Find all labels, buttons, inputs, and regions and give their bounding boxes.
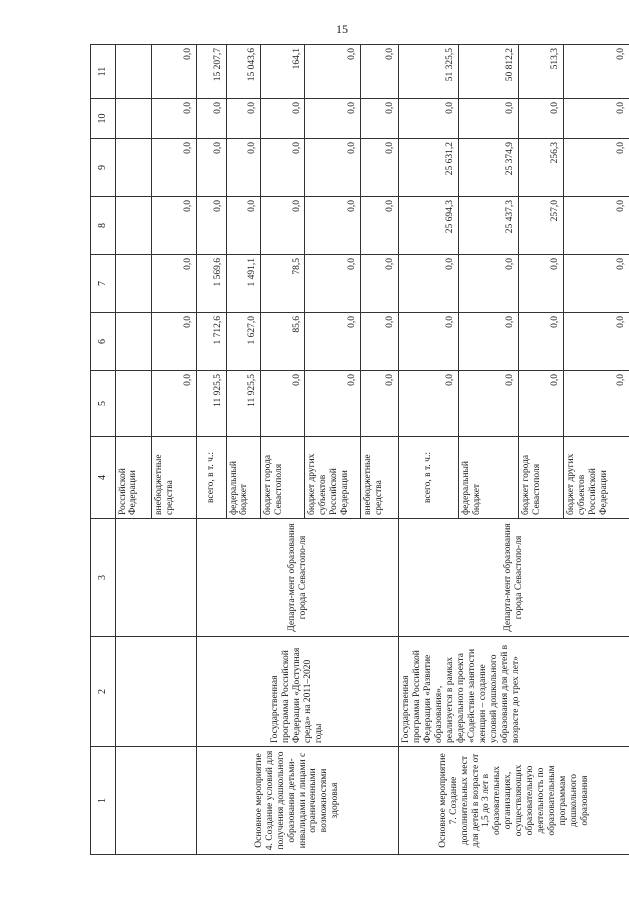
funding-source: Российской Федерации xyxy=(115,437,151,519)
funding-source: всего, в т. ч.: xyxy=(399,437,459,519)
value-cell: 1 491,1 xyxy=(226,255,260,313)
value-cell: 164,1 xyxy=(260,45,305,99)
funding-source: федеральный бюджет xyxy=(459,437,519,519)
value-cell: 0,0 xyxy=(518,255,563,313)
value-cell: 513,3 xyxy=(518,45,563,99)
funding-source: бюджет других субъектов Российской Федерации xyxy=(305,437,361,519)
measure-7-executor: Департа-мент образования города Севастопо-ля xyxy=(399,519,629,637)
value-cell: 25 374,9 xyxy=(459,139,519,197)
value-cell xyxy=(115,255,151,313)
value-cell: 0,0 xyxy=(360,313,398,371)
table-row xyxy=(399,45,459,855)
value-cell: 51 325,5 xyxy=(399,45,459,99)
value-cell: 0,0 xyxy=(260,139,305,197)
col-header-1: 1 xyxy=(91,747,116,855)
value-cell: 257,0 xyxy=(518,197,563,255)
value-cell xyxy=(115,99,151,139)
funding-source: бюджет города Севастополя xyxy=(260,437,305,519)
value-cell: 0,0 xyxy=(360,99,398,139)
rotated-table-area xyxy=(90,45,629,855)
value-cell xyxy=(115,197,151,255)
measure-4-executor: Департа-мент образования города Севастопо-ля xyxy=(196,519,399,637)
value-cell: 0,0 xyxy=(459,99,519,139)
value-cell: 0,0 xyxy=(260,371,305,437)
value-cell xyxy=(115,139,151,197)
value-cell: 0,0 xyxy=(399,255,459,313)
value-cell xyxy=(115,371,151,437)
value-cell: 0,0 xyxy=(260,197,305,255)
measure-4-name: Основное мероприятие 4. Создание условий для получения дошкольного образования детьми-инвалидами и лицами с ограниченными возможностями здоровья xyxy=(196,747,399,855)
table-row xyxy=(115,45,151,855)
measure-7-program: Государственная программа Российской Федерации «Развитие образования», реализуется в рамках федерального проекта «Содействие занятости женщин – создание условий дошкольного образования для детей в возрасте до трех лет» xyxy=(399,637,629,747)
page-number: 15 xyxy=(336,22,348,36)
value-cell: 0,0 xyxy=(399,99,459,139)
cell-empty xyxy=(115,747,196,855)
value-cell: 78,5 xyxy=(260,255,305,313)
cell-empty xyxy=(115,519,196,637)
value-cell: 0,0 xyxy=(196,139,226,197)
value-cell: 0,0 xyxy=(459,313,519,371)
col-header-5: 5 xyxy=(91,371,116,437)
value-cell: 11 925,5 xyxy=(196,371,226,437)
value-cell: 25 437,3 xyxy=(459,197,519,255)
value-cell: 0,0 xyxy=(518,371,563,437)
header-row xyxy=(91,45,116,855)
col-header-9: 9 xyxy=(91,139,116,197)
value-cell: 0,0 xyxy=(399,371,459,437)
value-cell: 1 569,6 xyxy=(196,255,226,313)
cell-empty xyxy=(115,637,196,747)
value-cell: 0,0 xyxy=(360,45,398,99)
funding-source: бюджет города Севастополя xyxy=(518,437,563,519)
value-cell: 0,0 xyxy=(226,139,260,197)
value-cell: 0,0 xyxy=(459,371,519,437)
value-cell: 15 043,6 xyxy=(226,45,260,99)
value-cell: 0,0 xyxy=(305,139,361,197)
value-cell: 0,0 xyxy=(151,197,196,255)
value-cell: 85,6 xyxy=(260,313,305,371)
value-cell xyxy=(115,313,151,371)
value-cell: 0,0 xyxy=(459,255,519,313)
value-cell: 1 627,0 xyxy=(226,313,260,371)
value-cell: 0,0 xyxy=(305,255,361,313)
value-cell: 0,0 xyxy=(151,45,196,99)
col-header-3: 3 xyxy=(91,519,116,637)
value-cell: 0,0 xyxy=(518,313,563,371)
value-cell xyxy=(115,45,151,99)
table-row xyxy=(196,45,226,855)
value-cell: 0,0 xyxy=(151,255,196,313)
budget-table xyxy=(90,44,629,855)
funding-source: всего, в т. ч.: xyxy=(196,437,226,519)
value-cell: 0,0 xyxy=(360,139,398,197)
value-cell: 0,0 xyxy=(563,99,629,139)
col-header-2: 2 xyxy=(91,637,116,747)
value-cell: 0,0 xyxy=(563,313,629,371)
value-cell: 0,0 xyxy=(151,99,196,139)
funding-source: бюджет других субъектов Российской Федерации xyxy=(563,437,629,519)
col-header-4: 4 xyxy=(91,437,116,519)
measure-4-program: Государственная программа Российской Федерации «Доступная среда» на 2011–2020 годы xyxy=(196,637,399,747)
value-cell: 0,0 xyxy=(305,99,361,139)
funding-source: федеральный бюджет xyxy=(226,437,260,519)
value-cell: 0,0 xyxy=(360,255,398,313)
value-cell: 0,0 xyxy=(399,313,459,371)
value-cell: 0,0 xyxy=(151,313,196,371)
value-cell: 0,0 xyxy=(305,313,361,371)
col-header-6: 6 xyxy=(91,313,116,371)
value-cell: 256,3 xyxy=(518,139,563,197)
value-cell: 25 694,3 xyxy=(399,197,459,255)
value-cell: 0,0 xyxy=(563,197,629,255)
value-cell: 0,0 xyxy=(226,197,260,255)
funding-source: внебюджетные средства xyxy=(151,437,196,519)
value-cell: 0,0 xyxy=(226,99,260,139)
value-cell: 0,0 xyxy=(360,197,398,255)
value-cell: 0,0 xyxy=(196,197,226,255)
col-header-8: 8 xyxy=(91,197,116,255)
value-cell: 1 712,6 xyxy=(196,313,226,371)
value-cell: 0,0 xyxy=(305,45,361,99)
value-cell: 0,0 xyxy=(196,99,226,139)
value-cell: 0,0 xyxy=(305,197,361,255)
value-cell: 0,0 xyxy=(563,45,629,99)
measure-7-name: Основное мероприятие 7. Создание дополнительных мест для детей в возрасте от 1,5 до 3 лет в образовательных организациях, осуществляющих образовательную деятельность по образовательным программам дошкольного образования xyxy=(399,747,629,855)
col-header-11: 11 xyxy=(91,45,116,99)
value-cell: 0,0 xyxy=(305,371,361,437)
value-cell: 0,0 xyxy=(563,139,629,197)
value-cell: 50 812,2 xyxy=(459,45,519,99)
budget-table-rotated xyxy=(90,45,629,855)
value-cell: 25 631,2 xyxy=(399,139,459,197)
value-cell: 0,0 xyxy=(260,99,305,139)
value-cell: 0,0 xyxy=(563,371,629,437)
value-cell: 0,0 xyxy=(563,255,629,313)
value-cell: 15 207,7 xyxy=(196,45,226,99)
funding-source: внебюджетные средства xyxy=(360,437,398,519)
value-cell: 0,0 xyxy=(151,139,196,197)
value-cell: 0,0 xyxy=(518,99,563,139)
value-cell: 11 925,5 xyxy=(226,371,260,437)
value-cell: 0,0 xyxy=(151,371,196,437)
value-cell: 0,0 xyxy=(360,371,398,437)
col-header-10: 10 xyxy=(91,99,116,139)
col-header-7: 7 xyxy=(91,255,116,313)
